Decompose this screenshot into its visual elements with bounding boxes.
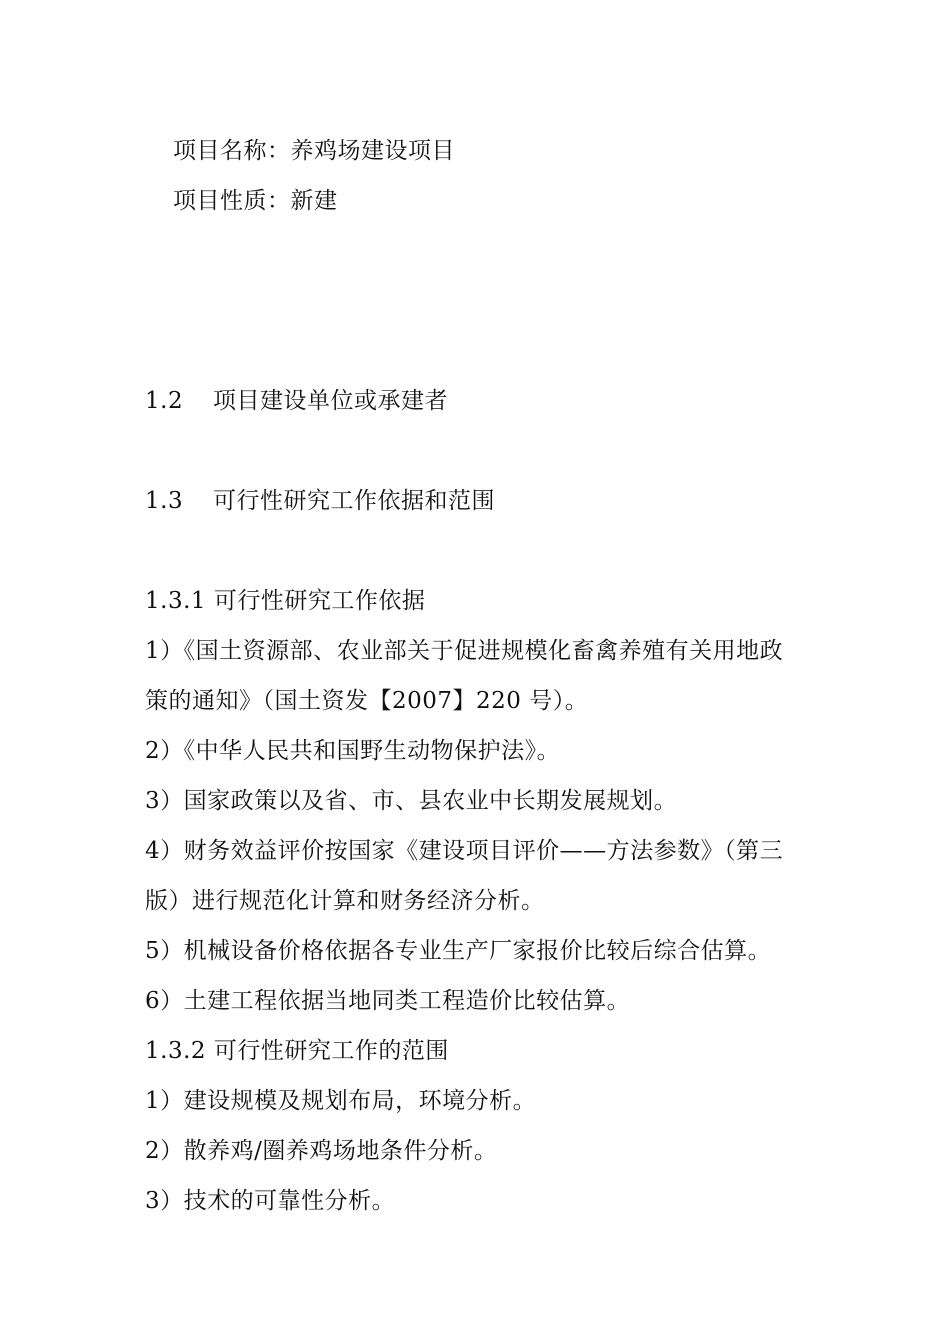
section-1-2-heading xyxy=(145,386,448,416)
section-1-3-heading xyxy=(145,486,495,516)
project-name-line: 项目名称：养鸡场建设项目 xyxy=(173,138,455,164)
basis-item: 1）《国土资源部、农业部关于促进规模化畜禽养殖有关用地政 xyxy=(145,638,784,664)
basis-heading: 1.3.1 可行性研究工作依据 xyxy=(145,588,426,614)
scope-item: 2）散养鸡/圈养鸡场地条件分析。 xyxy=(145,1138,498,1164)
basis-item: 2）《中华人民共和国野生动物保护法》。 xyxy=(145,738,561,764)
project-nature-line: 项目性质：新建 xyxy=(173,188,338,214)
section-title: 可行性研究工作依据和范围 xyxy=(213,488,495,514)
basis-item: 5）机械设备价格依据各专业生产厂家报价比较后综合估算。 xyxy=(145,938,772,964)
section-title: 项目建设单位或承建者 xyxy=(213,388,448,414)
section-number: 1.2 xyxy=(145,388,184,414)
basis-item: 3）国家政策以及省、市、县农业中长期发展规划。 xyxy=(145,788,678,814)
basis-item: 6）土建工程依据当地同类工程造价比较估算。 xyxy=(145,988,631,1014)
basis-item: 4）财务效益评价按国家《建设项目评价——方法参数》（第三 xyxy=(145,838,784,864)
scope-heading: 1.3.2 可行性研究工作的范围 xyxy=(145,1038,449,1064)
section-number: 1.3 xyxy=(145,488,184,514)
scope-item: 1）建设规模及规划布局，环境分析。 xyxy=(145,1088,537,1114)
basis-item: 版）进行规范化计算和财务经济分析。 xyxy=(145,888,545,914)
basis-item: 策的通知》（国土资发【2007】220 号）。 xyxy=(145,688,589,714)
scope-item: 3）技术的可靠性分析。 xyxy=(145,1188,396,1214)
